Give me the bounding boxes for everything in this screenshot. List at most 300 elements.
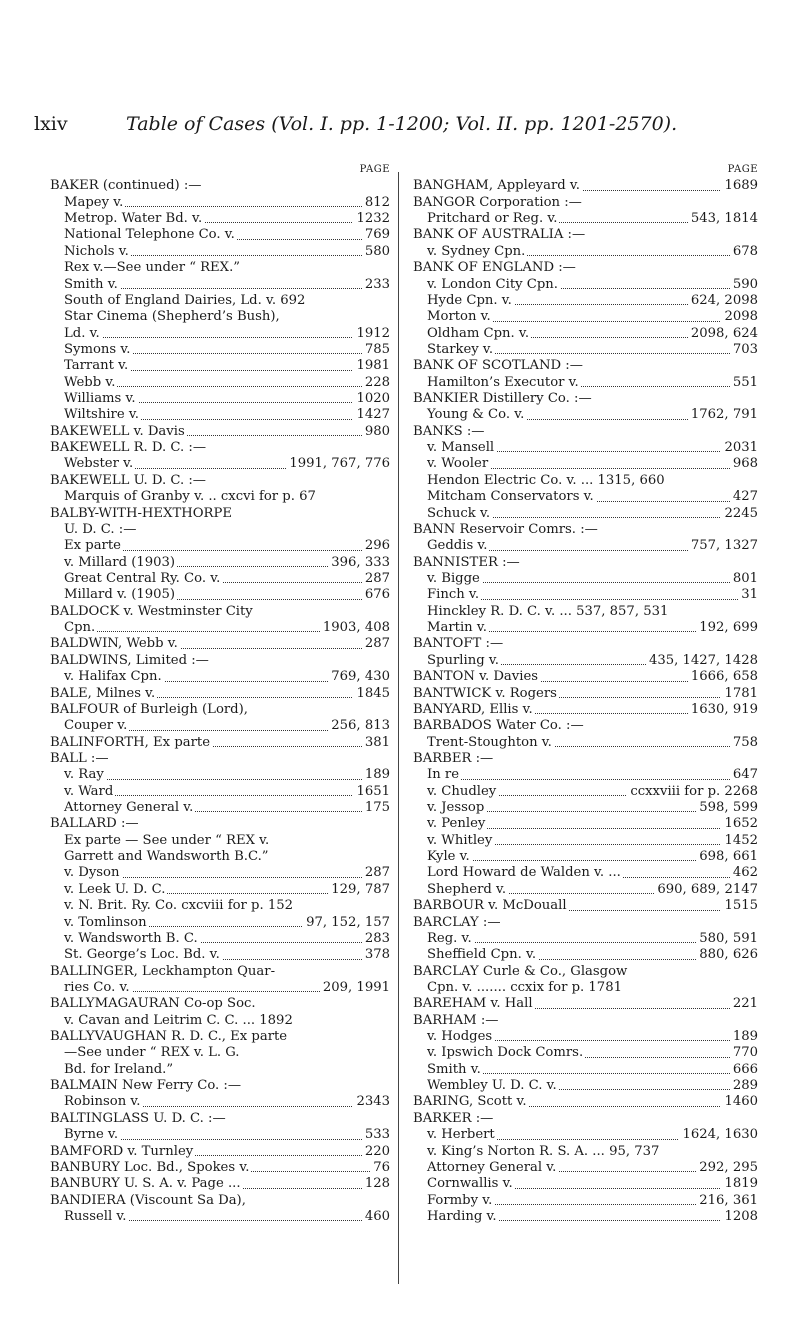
entry-text: Williams v. (64, 391, 136, 407)
index-entry (413, 506, 758, 522)
entry-text: BANBURY U. S. A. v. Page ... (50, 1176, 241, 1192)
index-entry (413, 260, 758, 276)
entry-text: Oldham Cpn. v. (427, 325, 530, 341)
entry-text: BAKEWELL U. D. C. :— (50, 472, 206, 488)
entry-page-ref: 1651 (353, 784, 390, 800)
entry-text: —See under “ REX v. L. G. (64, 1045, 240, 1061)
entry-text: v. Chudley (427, 783, 497, 799)
entry-text: ries Co. v. (64, 979, 130, 995)
index-entry (50, 816, 390, 832)
entry-text: Ex parte (64, 538, 121, 554)
index-entry (50, 538, 390, 554)
entry-text: Hendon Electric Co. v. ... 1315, 660 (427, 472, 665, 488)
entry-text: Nichols v. (64, 243, 129, 259)
entry-page-ref: 769 (362, 227, 390, 243)
index-entry (50, 1062, 390, 1078)
entry-text: Attorney General v. (64, 800, 194, 816)
entry-text: Russell v. (64, 1209, 127, 1224)
entry-page-ref: 533 (362, 1127, 390, 1143)
entry-text: v. Bigge (427, 570, 480, 586)
entry-text: v. Ray (64, 767, 104, 783)
entry-page-ref: 1020 (353, 391, 390, 407)
entry-page-ref: 647 (730, 767, 758, 783)
entry-page-ref: 666 (730, 1062, 758, 1078)
entry-text: v. Ward (64, 783, 114, 799)
index-entry (50, 309, 390, 325)
index-entry (50, 686, 390, 702)
page-number: lxiv (34, 113, 68, 135)
entry-page-ref: 189 (730, 1029, 758, 1045)
entry-text: BANTOFT :— (413, 636, 504, 652)
entry-page-ref: 968 (730, 456, 758, 472)
entry-text: v. Herbert (427, 1127, 495, 1143)
index-entry (413, 555, 758, 571)
index-entry (413, 800, 758, 816)
index-entry (413, 211, 758, 227)
entry-page-ref: 1981 (353, 358, 390, 374)
entry-text: BAREHAM v. Hall (413, 996, 533, 1012)
entry-page-ref: 31 (738, 587, 758, 603)
index-entry (413, 865, 758, 881)
index-entry (50, 1078, 390, 1094)
entry-page-ref: 216, 361 (696, 1193, 758, 1209)
entry-page-ref: 76 (370, 1160, 390, 1176)
index-entry (413, 1193, 758, 1209)
entry-page-ref: 1991, 767, 776 (286, 456, 390, 472)
right-column (413, 162, 758, 1225)
entry-text: Star Cinema (Shepherd’s Bush), (64, 309, 280, 325)
entry-page-ref: 1232 (353, 211, 390, 227)
entry-text: BAKER (continued) :— (50, 178, 202, 194)
entry-page-ref: 97, 152, 157 (303, 915, 390, 931)
index-entry (50, 751, 390, 767)
index-entry (50, 1144, 390, 1160)
entry-text: Metrop. Water Bd. v. (64, 211, 203, 227)
index-entry (50, 718, 390, 734)
index-entry (50, 931, 390, 947)
entry-page-ref: 757, 1327 (688, 538, 758, 554)
index-entry (50, 211, 390, 227)
entry-page-ref: 551 (730, 375, 758, 391)
index-entry (50, 1127, 390, 1143)
entry-text: Sheffield Cpn. v. (427, 947, 537, 963)
entry-page-ref: 129, 787 (328, 882, 390, 898)
index-entry (50, 293, 390, 309)
entry-text: Finch v. (427, 587, 480, 603)
entry-text: BARCLAY Curle & Co., Glasgow (413, 963, 628, 979)
entry-text: BALMAIN New Ferry Co. :— (50, 1078, 242, 1094)
entry-text: Harding v. (427, 1209, 497, 1224)
entry-page-ref: 2031 (721, 440, 758, 456)
entry-page-ref: 770 (730, 1045, 758, 1061)
entry-text: BALDWINS, Limited :— (50, 652, 209, 668)
entry-page-ref: 283 (362, 931, 390, 947)
index-entry (413, 996, 758, 1012)
entry-text: v. London City Cpn. (427, 276, 558, 292)
index-entry (50, 440, 390, 456)
index-entry (50, 473, 390, 489)
index-entry (413, 178, 758, 194)
index-entry (413, 440, 758, 456)
entry-text: Mapey v. (64, 194, 124, 210)
index-entry (50, 571, 390, 587)
entry-text: BARING, Scott v. (413, 1094, 527, 1110)
entry-text: Schuck v. (427, 505, 491, 521)
entry-text: BARBOUR v. McDouall (413, 898, 567, 914)
entry-page-ref: 580, 591 (696, 931, 758, 947)
entry-text: v. Ipswich Dock Comrs. (427, 1045, 584, 1061)
index-entry (50, 1193, 390, 1209)
index-entry (50, 555, 390, 571)
entry-page-ref: 256, 813 (328, 718, 390, 734)
index-entry (413, 456, 758, 472)
index-entry (50, 1013, 390, 1029)
index-entry (50, 784, 390, 800)
entry-text: v. Mansell (427, 440, 495, 456)
entry-page-ref: 590 (730, 277, 758, 293)
index-entry (413, 833, 758, 849)
column-divider (398, 172, 399, 1284)
entry-text: Formby v. (427, 1192, 493, 1208)
index-entry (50, 407, 390, 423)
entry-text: BANK OF ENGLAND :— (413, 260, 576, 276)
entry-text: Hamilton’s Executor v. (427, 374, 579, 390)
entry-page-ref: 1460 (721, 1094, 758, 1110)
index-entry (50, 1029, 390, 1045)
entry-text: Geddis v. (427, 538, 488, 554)
entry-text: BANGOR Corporation :— (413, 194, 582, 210)
entry-text: Marquis of Granby v. .. cxcvi for p. 67 (64, 489, 316, 505)
entry-page-ref: 1515 (721, 898, 758, 914)
entry-text: BALE, Milnes v. (50, 685, 156, 701)
page-header (34, 113, 774, 143)
entry-page-ref: 192, 699 (696, 620, 758, 636)
entry-text: BALLYMAGAURAN Co-op Soc. (50, 996, 256, 1012)
entry-text: Couper v. (64, 718, 128, 734)
index-entry (413, 309, 758, 325)
index-entry (413, 195, 758, 211)
entry-text: Ld. v. (64, 325, 100, 341)
entry-page-ref: 435, 1427, 1428 (646, 653, 758, 669)
index-entry (50, 260, 390, 276)
entry-page-ref: 2245 (721, 506, 758, 522)
index-entry (50, 1094, 390, 1110)
index-entry (50, 849, 390, 865)
entry-text: v. Leek U. D. C. (64, 881, 166, 897)
entry-page-ref: 1452 (721, 833, 758, 849)
entry-page-ref: 289 (730, 1078, 758, 1094)
entry-text: Webster v. (64, 456, 134, 472)
entry-text: Tarrant v. (64, 358, 129, 374)
index-entry (50, 702, 390, 718)
index-entry (50, 898, 390, 914)
entry-text: v. Penley (427, 816, 486, 832)
index-entry (50, 653, 390, 669)
entry-page-ref: 758 (730, 735, 758, 751)
entry-page-ref: 292, 295 (696, 1160, 758, 1176)
entry-text: Attorney General v. (427, 1159, 557, 1175)
entry-text: Spurling v. (427, 652, 499, 668)
index-entry (413, 587, 758, 603)
index-entry (50, 506, 390, 522)
index-entry (50, 767, 390, 783)
entry-page-ref: ccxxviii for p. 2268 (627, 784, 758, 800)
entry-page-ref: 228 (362, 375, 390, 391)
entry-page-ref: 2098, 624 (688, 326, 758, 342)
entry-page-ref: 287 (362, 865, 390, 881)
entry-text: Rex v.—See under “ REX.” (64, 260, 241, 276)
entry-text: BALTINGLASS U. D. C. :— (50, 1110, 226, 1126)
entry-text: Cpn. (64, 620, 96, 636)
index-entry (50, 1045, 390, 1061)
entry-text: BARHAM :— (413, 1012, 499, 1028)
entry-page-ref: 460 (362, 1209, 390, 1225)
entry-page-ref: 396, 333 (328, 555, 390, 571)
index-entry (413, 947, 758, 963)
index-entry (413, 636, 758, 652)
entry-page-ref: 220 (362, 1144, 390, 1160)
index-entry (413, 538, 758, 554)
entry-text: v. N. Brit. Ry. Co. cxcviii for p. 152 (64, 898, 294, 914)
index-entry (413, 1111, 758, 1127)
index-entry (50, 915, 390, 931)
index-entry (413, 522, 758, 538)
entry-text: BANYARD, Ellis v. (413, 701, 533, 717)
index-entry (50, 375, 390, 391)
index-entry (50, 980, 390, 996)
entry-text: BARCLAY :— (413, 914, 501, 930)
entry-page-ref: 209, 1991 (320, 980, 390, 996)
index-entry (413, 227, 758, 243)
index-entry (50, 964, 390, 980)
entry-page-ref: 1781 (721, 686, 758, 702)
index-entry (50, 522, 390, 538)
entry-page-ref: 678 (730, 244, 758, 260)
entry-page-ref: 676 (362, 587, 390, 603)
index-entry (413, 473, 758, 489)
entry-page-ref: 462 (730, 865, 758, 881)
entry-text: Hyde Cpn. v. (427, 292, 512, 308)
index-entry (413, 915, 758, 931)
entry-page-ref: 287 (362, 571, 390, 587)
entry-text: BALLARD :— (50, 816, 139, 832)
entry-text: v. Halifax Cpn. (64, 669, 162, 685)
entry-page-ref: 1762, 791 (688, 407, 758, 423)
entry-text: Pritchard or Reg. v. (427, 211, 558, 227)
entry-page-ref: 287 (362, 636, 390, 652)
index-entry (50, 342, 390, 358)
index-entry (413, 1094, 758, 1110)
entry-page-ref: 233 (362, 277, 390, 293)
index-entry (50, 424, 390, 440)
entry-page-ref: 880, 626 (696, 947, 758, 963)
entry-text: BAKEWELL v. Davis (50, 423, 185, 439)
entry-page-ref: 690, 689, 2147 (654, 882, 758, 898)
entry-text: Lord Howard de Walden v. ... (427, 865, 621, 881)
entry-text: In re (427, 767, 460, 783)
index-entry (50, 882, 390, 898)
entry-text: BANK OF AUSTRALIA :— (413, 227, 586, 243)
index-entry (413, 1209, 758, 1225)
entry-text: Smith v. (427, 1061, 481, 1077)
entry-text: BANNISTER :— (413, 554, 520, 570)
entry-page-ref: 221 (730, 996, 758, 1012)
entry-text: Mitcham Conservators v. (427, 489, 594, 505)
entry-page-ref: 427 (730, 489, 758, 505)
entry-text: BALLINGER, Leckhampton Quar- (50, 963, 276, 979)
entry-page-ref: 2098 (721, 309, 758, 325)
index-entry (413, 293, 758, 309)
index-entry (413, 735, 758, 751)
index-entry (413, 669, 758, 685)
index-entry (50, 669, 390, 685)
entry-page-ref: 1630, 919 (688, 702, 758, 718)
entry-page-ref: 703 (730, 342, 758, 358)
entry-text: Martin v. (427, 620, 487, 636)
index-entry (413, 1013, 758, 1029)
entry-text: v. Jessop (427, 800, 485, 816)
index-entry (50, 1209, 390, 1225)
index-entry (50, 833, 390, 849)
entry-text: BANKS :— (413, 423, 485, 439)
entry-page-ref: 189 (362, 767, 390, 783)
index-entry (413, 407, 758, 423)
entry-text: v. Millard (1903) (64, 554, 176, 570)
index-entry (413, 1176, 758, 1192)
entry-text: v. Whitley (427, 832, 493, 848)
entry-text: BALLYVAUGHAN R. D. C., Ex parte (50, 1029, 288, 1045)
entry-page-ref: 378 (362, 947, 390, 963)
entry-page-ref: 1845 (353, 686, 390, 702)
index-entry (413, 931, 758, 947)
index-entry (413, 489, 758, 505)
entry-text: BALDOCK v. Westminster City (50, 603, 253, 619)
entry-text: BALFOUR of Burleigh (Lord), (50, 701, 248, 717)
index-entry (413, 1144, 758, 1160)
entry-page-ref: 1427 (353, 407, 390, 423)
index-entry (50, 244, 390, 260)
entry-text: Smith v. (64, 276, 118, 292)
entry-text: BARBADOS Water Co. :— (413, 718, 584, 734)
entry-page-ref: 801 (730, 571, 758, 587)
entry-text: v. Hodges (427, 1029, 493, 1045)
entry-text: National Telephone Co. v. (64, 227, 235, 243)
entry-text: v. Wandsworth B. C. (64, 930, 198, 946)
page-title: Table of Cases (Vol. I. pp. 1-1200; Vol. II. pp. 1201-2570). (126, 113, 678, 135)
entry-page-ref: 1903, 408 (320, 620, 390, 636)
entry-text: Robinson v. (64, 1094, 141, 1110)
index-entry (413, 898, 758, 914)
index-entry (413, 653, 758, 669)
entry-text: Hinckley R. D. C. v. ... 537, 857, 531 (427, 603, 669, 619)
entry-text: BALDWIN, Webb v. (50, 636, 178, 652)
entry-text: BANBURY Loc. Bd., Spokes v. (50, 1159, 250, 1175)
index-entry (50, 947, 390, 963)
entry-text: Starkey v. (427, 341, 494, 357)
entry-text: Wembley U. D. C. v. (427, 1078, 557, 1094)
entry-page-ref: 2343 (353, 1094, 390, 1110)
entry-page-ref: 1666, 658 (688, 669, 758, 685)
entry-text: BARKER :— (413, 1110, 494, 1126)
page-column-label: PAGE (727, 164, 758, 175)
entry-page-ref: 543, 1814 (688, 211, 758, 227)
entry-text: Trent-Stoughton v. (427, 734, 552, 750)
entry-text: Wiltshire v. (64, 407, 139, 423)
entry-text: Shepherd v. (427, 881, 507, 897)
left-column (50, 162, 390, 1225)
index-entry (413, 1160, 758, 1176)
index-entry (413, 980, 758, 996)
index-entry (413, 1045, 758, 1061)
index-entry (50, 735, 390, 751)
index-entry (413, 767, 758, 783)
entry-text: St. George’s Loc. Bd. v. (64, 947, 220, 963)
entry-text: BALBY-WITH-HEXTHORPE (50, 505, 232, 521)
entry-page-ref: 698, 661 (696, 849, 758, 865)
index-entry (50, 489, 390, 505)
entry-text: v. King’s Norton R. S. A. ... 95, 737 (427, 1143, 660, 1159)
index-entry (50, 195, 390, 211)
index-entry (413, 326, 758, 342)
entry-page-ref: 624, 2098 (688, 293, 758, 309)
index-entry (413, 882, 758, 898)
index-entry (413, 1078, 758, 1094)
index-entry (50, 865, 390, 881)
entry-text: BANTON v. Davies (413, 669, 539, 685)
entry-page-ref: 1208 (721, 1209, 758, 1225)
index-entry (413, 816, 758, 832)
index-entry (50, 1176, 390, 1192)
entry-page-ref: 1689 (721, 178, 758, 194)
entry-text: BANK OF SCOTLAND :— (413, 358, 583, 374)
index-entry (50, 800, 390, 816)
entry-text: BANKIER Distillery Co. :— (413, 391, 592, 407)
entry-page-ref: 598, 599 (696, 800, 758, 816)
entry-text: v. Sydney Cpn. (427, 243, 526, 259)
entry-text: v. Tomlinson (64, 914, 147, 930)
index-entry (413, 358, 758, 374)
page-column-label: PAGE (359, 164, 390, 175)
index-entry (413, 784, 758, 800)
index-entry (413, 686, 758, 702)
entry-page-ref: 580 (362, 244, 390, 260)
entry-text: v. Dyson (64, 865, 120, 881)
entry-page-ref: 175 (362, 800, 390, 816)
entry-text: BAMFORD v. Turnley (50, 1143, 194, 1159)
entry-page-ref: 1624, 1630 (679, 1127, 758, 1143)
entry-text: BANTWICK v. Rogers (413, 685, 557, 701)
index-entry (50, 604, 390, 620)
index-entry (413, 751, 758, 767)
index-entry (50, 277, 390, 293)
index-entry (413, 244, 758, 260)
index-entry (413, 424, 758, 440)
index-entry (50, 636, 390, 652)
entry-text: Young & Co. v. (427, 407, 525, 423)
entry-page-ref: 1819 (721, 1176, 758, 1192)
index-entry (413, 342, 758, 358)
entry-text: BANDIERA (Viscount Sa Da), (50, 1192, 246, 1208)
entry-text: Great Central Ry. Co. v. (64, 570, 221, 586)
index-entry (50, 326, 390, 342)
index-entry (413, 964, 758, 980)
index-entry (413, 391, 758, 407)
entry-text: Cpn. v. ....... ccxix for p. 1781 (427, 979, 622, 995)
entry-text: Reg. v. (427, 930, 472, 946)
index-entry (413, 1029, 758, 1045)
entry-text: BAKEWELL R. D. C. :— (50, 440, 207, 456)
entry-text: Symons v. (64, 341, 131, 357)
